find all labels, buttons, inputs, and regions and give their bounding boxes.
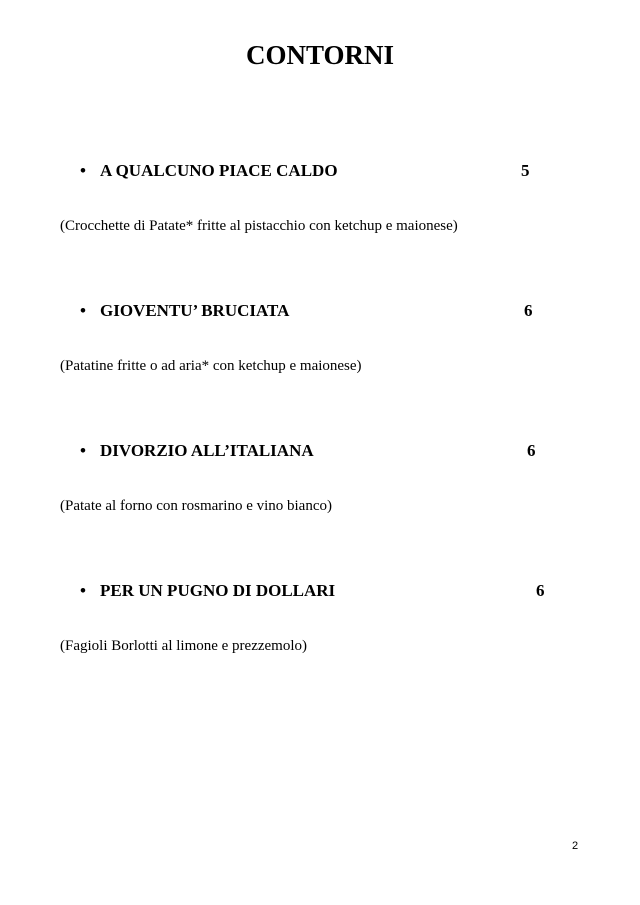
bullet-icon: • (80, 441, 86, 460)
bullet-icon: • (80, 301, 86, 320)
page-number: 2 (572, 840, 579, 852)
item-description: (Fagioli Borlotti al limone e prezzemolo) (60, 638, 308, 654)
item-price: 5 (521, 161, 530, 180)
item-description: (Patatine fritte o ad aria* con ketchup e maionese) (60, 358, 362, 374)
bullet-icon: • (80, 161, 86, 180)
item-name: DIVORZIO ALL’ITALIANA (100, 441, 314, 460)
menu-item-name (80, 161, 338, 181)
item-name: PER UN PUGNO DI DOLLARI (100, 581, 336, 600)
item-name: A QUALCUNO PIACE CALDO (100, 161, 338, 180)
menu-item-name (80, 581, 335, 601)
item-price: 6 (527, 441, 536, 460)
item-description: (Crocchette di Patate* fritte al pistacchio con ketchup e maionese) (60, 218, 458, 234)
bullet-icon: • (80, 581, 86, 600)
menu-item-name (80, 441, 314, 461)
item-price: 6 (524, 301, 533, 320)
menu-item-name (80, 301, 289, 321)
item-description: (Patate al forno con rosmarino e vino bianco) (60, 498, 332, 514)
item-price: 6 (536, 581, 545, 600)
page-title: CONTORNI (245, 40, 395, 70)
item-name: GIOVENTU’ BRUCIATA (100, 301, 290, 320)
